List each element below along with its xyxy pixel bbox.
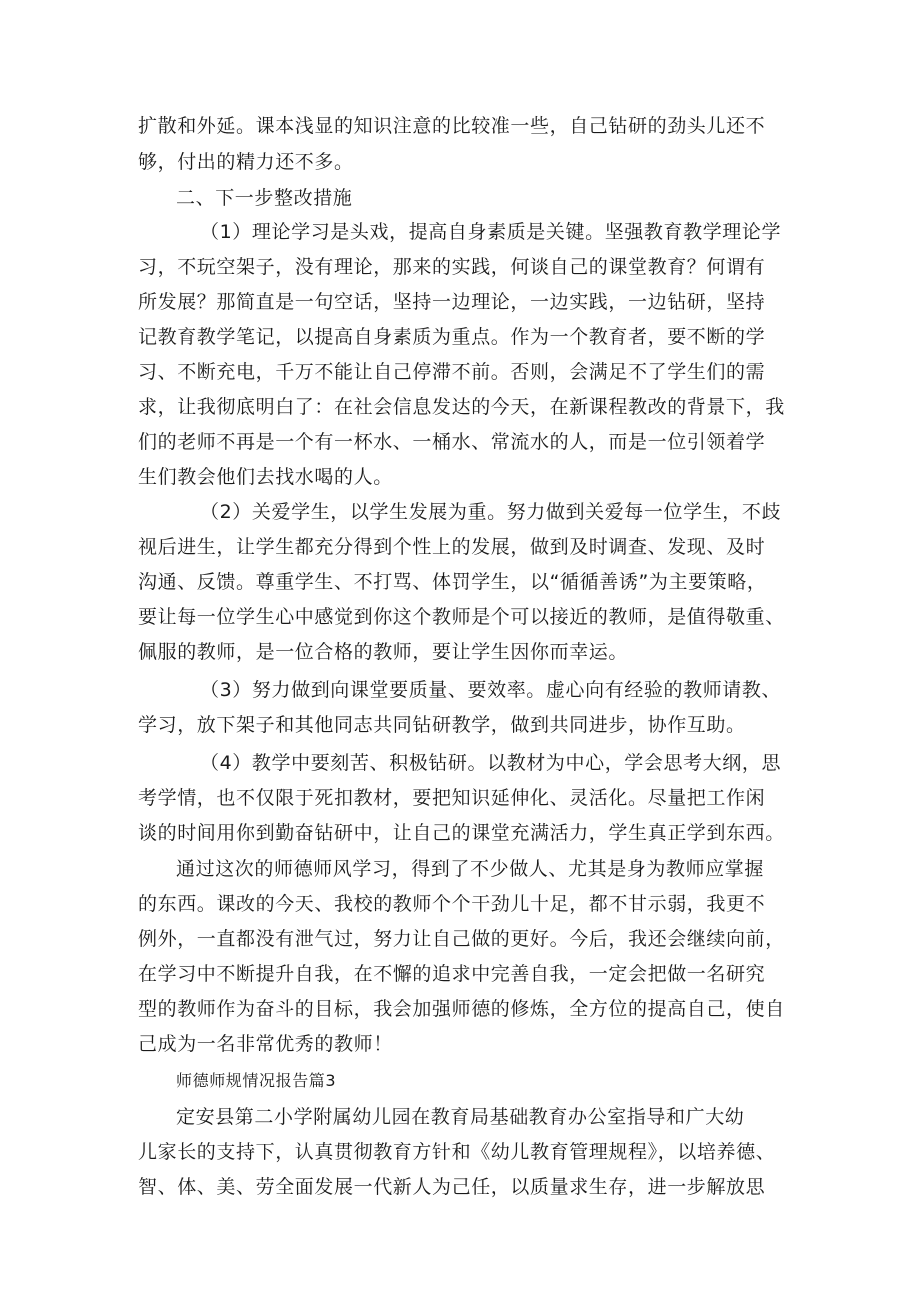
- paragraph-line: 的东西。课改的今天、我校的教师个个干劲儿十足，都不甘示弱，我更不: [138, 893, 766, 915]
- paragraph-line: （3）努力做到向课堂要质量、要效率。虚心向有经验的教师请教、: [200, 679, 782, 701]
- paragraph-line: 习、不断充电，千万不能让自己停滞不前。否则，会满足不了学生们的需: [138, 361, 766, 383]
- paragraph-line: 习，不玩空架子，没有理论，那来的实践，何谈自己的课堂教育？何谓有: [138, 256, 766, 278]
- paragraph-line: 己成为一名非常优秀的教师！: [138, 1033, 393, 1055]
- section-heading: 二、下一步整改措施: [176, 187, 353, 209]
- paragraph-line: 所发展？那简直是一句空话，坚持一边理论，一边实践，一边钻研，坚持: [138, 291, 766, 313]
- paragraph-line: 们的老师不再是一个有一杯水、一桶水、常流水的人，而是一位引领着学: [138, 431, 766, 453]
- paragraph-line: 生们教会他们去找水喝的人。: [138, 466, 393, 488]
- paragraph-line: 型的教师作为奋斗的目标，我会加强师德的修炼，全方位的提高自己，使自: [138, 998, 785, 1020]
- paragraph-line: 通过这次的师德师风学习，得到了不少做人、尤其是身为教师应掌握: [176, 858, 765, 880]
- paragraph-line: 在学习中不断提升自我，在不懈的追求中完善自我，一定会把做一名研究: [138, 963, 766, 985]
- paragraph-line: 够，付出的精力还不多。: [138, 151, 354, 173]
- paragraph-line: 求，让我彻底明白了：在社会信息发达的今天，在新课程教改的背景下，我: [138, 396, 785, 418]
- paragraph-line: （4）教学中要刻苦、积极钻研。以教材为中心，学会思考大纲，思: [200, 752, 782, 774]
- paragraph-line: 佩服的教师，是一位合格的教师，要让学生因你而幸运。: [138, 641, 629, 663]
- paragraph-line: （2）关爱学生，以学生发展为重。努力做到关爱每一位学生，不歧: [200, 501, 782, 523]
- paragraph-line: （1）理论学习是头戏，提高自身素质是关键。坚强教育教学理论学: [200, 221, 782, 243]
- paragraph-line: 视后进生，让学生都充分得到个性上的发展，做到及时调查、发现、及时: [138, 536, 766, 558]
- paragraph-line: 定安县第二小学附属幼儿园在教育局基础教育办公室指导和广大幼: [176, 1106, 745, 1128]
- paragraph-line: 智、体、美、劳全面发展一代新人为己任，以质量求生存，进一步解放思: [138, 1176, 766, 1198]
- paragraph-line: 沟通、反馈。尊重学生、不打骂、体罚学生，以“循循善诱”为主要策略，: [138, 571, 767, 593]
- paragraph-line: 记教育教学笔记，以提高自身素质为重点。作为一个教育者，要不断的学: [138, 326, 766, 348]
- paragraph-line: 谈的时间用你到勤奋钻研中，让自己的课堂充满活力，学生真正学到东西。: [138, 822, 785, 844]
- paragraph-line: 要让每一位学生心中感觉到你这个教师是个可以接近的教师，是值得敬重、: [138, 606, 785, 628]
- section-title: 师德师规情况报告篇3: [176, 1071, 337, 1090]
- paragraph-line: 考学情，也不仅限于死扣教材，要把知识延伸化、灵活化。尽量把工作闲: [138, 787, 766, 809]
- paragraph-line: 扩散和外延。课本浅显的知识注意的比较准一些，自己钻研的劲头儿还不: [138, 115, 766, 137]
- paragraph-line: 儿家长的支持下，认真贯彻教育方针和《幼儿教育管理规程》，以培养德、: [138, 1141, 776, 1163]
- paragraph-line: 例外，一直都没有泄气过，努力让自己做的更好。今后，我还会继续向前，: [138, 928, 785, 950]
- paragraph-line: 学习，放下架子和其他同志共同钻研教学，做到共同进步，协作互助。: [138, 714, 746, 736]
